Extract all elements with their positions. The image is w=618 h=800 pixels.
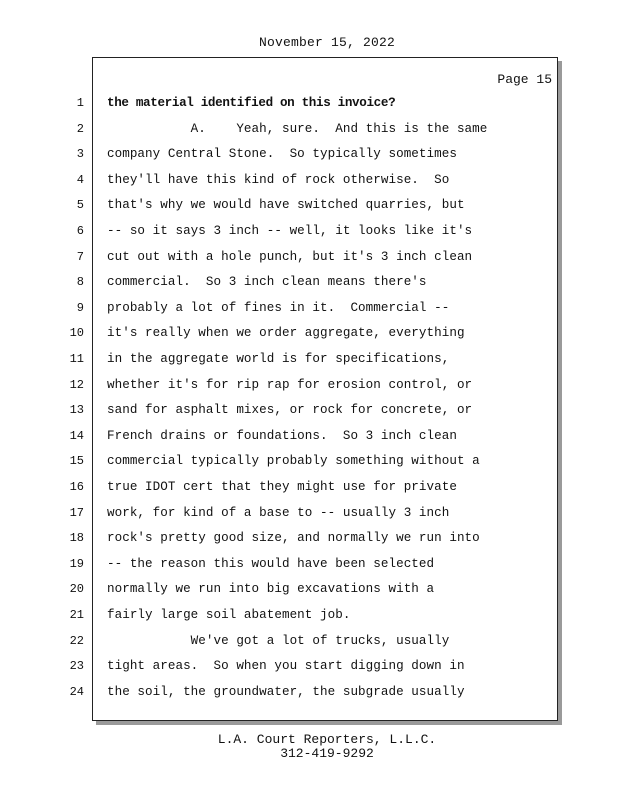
- line-number: 6: [76, 224, 84, 238]
- line-text: it's really when we order aggregate, everything: [107, 326, 465, 341]
- line-text: commercial. So 3 inch clean means there's: [107, 275, 427, 290]
- line-text: fairly large soil abatement job.: [107, 608, 351, 622]
- line-number: 18: [69, 531, 84, 546]
- page-footer: [0, 733, 618, 761]
- line-number: 23: [69, 659, 84, 674]
- transcript-line: [0, 449, 556, 475]
- transcript-line: [0, 245, 556, 271]
- transcript-line: [0, 142, 556, 168]
- line-number: 7: [76, 249, 84, 264]
- transcript-line: [0, 168, 556, 194]
- line-text: We've got a lot of trucks, usually: [107, 633, 450, 648]
- line-text: probably a lot of fines in it. Commercial --: [107, 300, 450, 315]
- line-number: 16: [69, 480, 84, 494]
- transcript-line: [0, 296, 556, 322]
- line-text: -- so it says 3 inch -- well, it looks like it's: [107, 224, 473, 238]
- line-text: cut out with a hole punch, but it's 3 inch clean: [107, 249, 473, 264]
- line-number: 9: [76, 300, 84, 315]
- line-number: 17: [69, 505, 84, 520]
- line-text: true IDOT cert that they might use for private: [107, 480, 457, 494]
- line-text: A. Yeah, sure. And this is the same: [107, 121, 488, 136]
- line-text: work, for kind of a base to -- usually 3 inch: [107, 505, 450, 520]
- line-number: 5: [76, 198, 84, 213]
- line-number: 1: [76, 96, 84, 110]
- line-number: 15: [69, 454, 84, 469]
- line-text: commercial typically probably something without a: [107, 454, 480, 469]
- transcript-line: [0, 117, 556, 143]
- transcript-line: [0, 91, 556, 117]
- line-number: 13: [69, 403, 84, 418]
- line-number: 20: [69, 582, 84, 597]
- line-text: sand for asphalt mixes, or rock for concrete, or: [107, 403, 473, 418]
- transcript-line: [0, 321, 556, 347]
- line-text: tight areas. So when you start digging down in: [107, 659, 465, 674]
- line-number: 22: [69, 633, 84, 648]
- transcript-line: [0, 501, 556, 527]
- reporter-company: L.A. Court Reporters, L.L.C.: [217, 732, 437, 747]
- line-text: that's why we would have switched quarries, but: [107, 198, 465, 213]
- line-text: rock's pretty good size, and normally we run into: [107, 531, 480, 546]
- line-text: whether it's for rip rap for erosion control, or: [107, 377, 473, 392]
- line-number: 19: [69, 556, 84, 571]
- transcript-date: November 15, 2022: [258, 35, 396, 50]
- page-number: Page 15: [497, 72, 552, 87]
- line-number: 14: [69, 428, 84, 443]
- transcript-line: [0, 577, 556, 603]
- line-text: they'll have this kind of rock otherwise. So: [107, 172, 450, 187]
- line-text: in the aggregate world is for specifications,: [107, 352, 450, 366]
- transcript-line: [0, 193, 556, 219]
- line-text: French drains or foundations. So 3 inch clean: [107, 428, 457, 443]
- transcript-line: [0, 552, 556, 578]
- transcript-line: [0, 680, 556, 706]
- line-text: company Central Stone. So typically sometimes: [107, 147, 457, 162]
- line-number: 10: [69, 326, 84, 341]
- transcript-line: [0, 373, 556, 399]
- line-number: 3: [76, 147, 84, 162]
- line-number: 24: [69, 684, 84, 699]
- transcript-line: [0, 629, 556, 655]
- line-number: 11: [69, 352, 84, 366]
- transcript-line: [0, 526, 556, 552]
- line-number: 21: [69, 608, 84, 622]
- line-number: 4: [76, 172, 84, 187]
- transcript-line: [0, 219, 556, 245]
- line-text: normally we run into big excavations with a: [107, 582, 435, 597]
- transcript-line: [0, 603, 556, 629]
- line-number: 2: [76, 121, 84, 136]
- transcript-line: [0, 270, 556, 296]
- line-text: -- the reason this would have been selected: [107, 556, 435, 571]
- line-number: 8: [76, 275, 84, 290]
- line-number: 12: [69, 377, 84, 392]
- transcript-line: [0, 424, 556, 450]
- line-text: the material identified on this invoice?: [107, 96, 396, 110]
- reporter-phone: 312-419-9292: [280, 746, 374, 761]
- transcript-line: [0, 347, 556, 373]
- line-text: the soil, the groundwater, the subgrade usually: [107, 684, 465, 699]
- transcript-line: [0, 475, 556, 501]
- transcript-line: [0, 398, 556, 424]
- transcript-line: [0, 654, 556, 680]
